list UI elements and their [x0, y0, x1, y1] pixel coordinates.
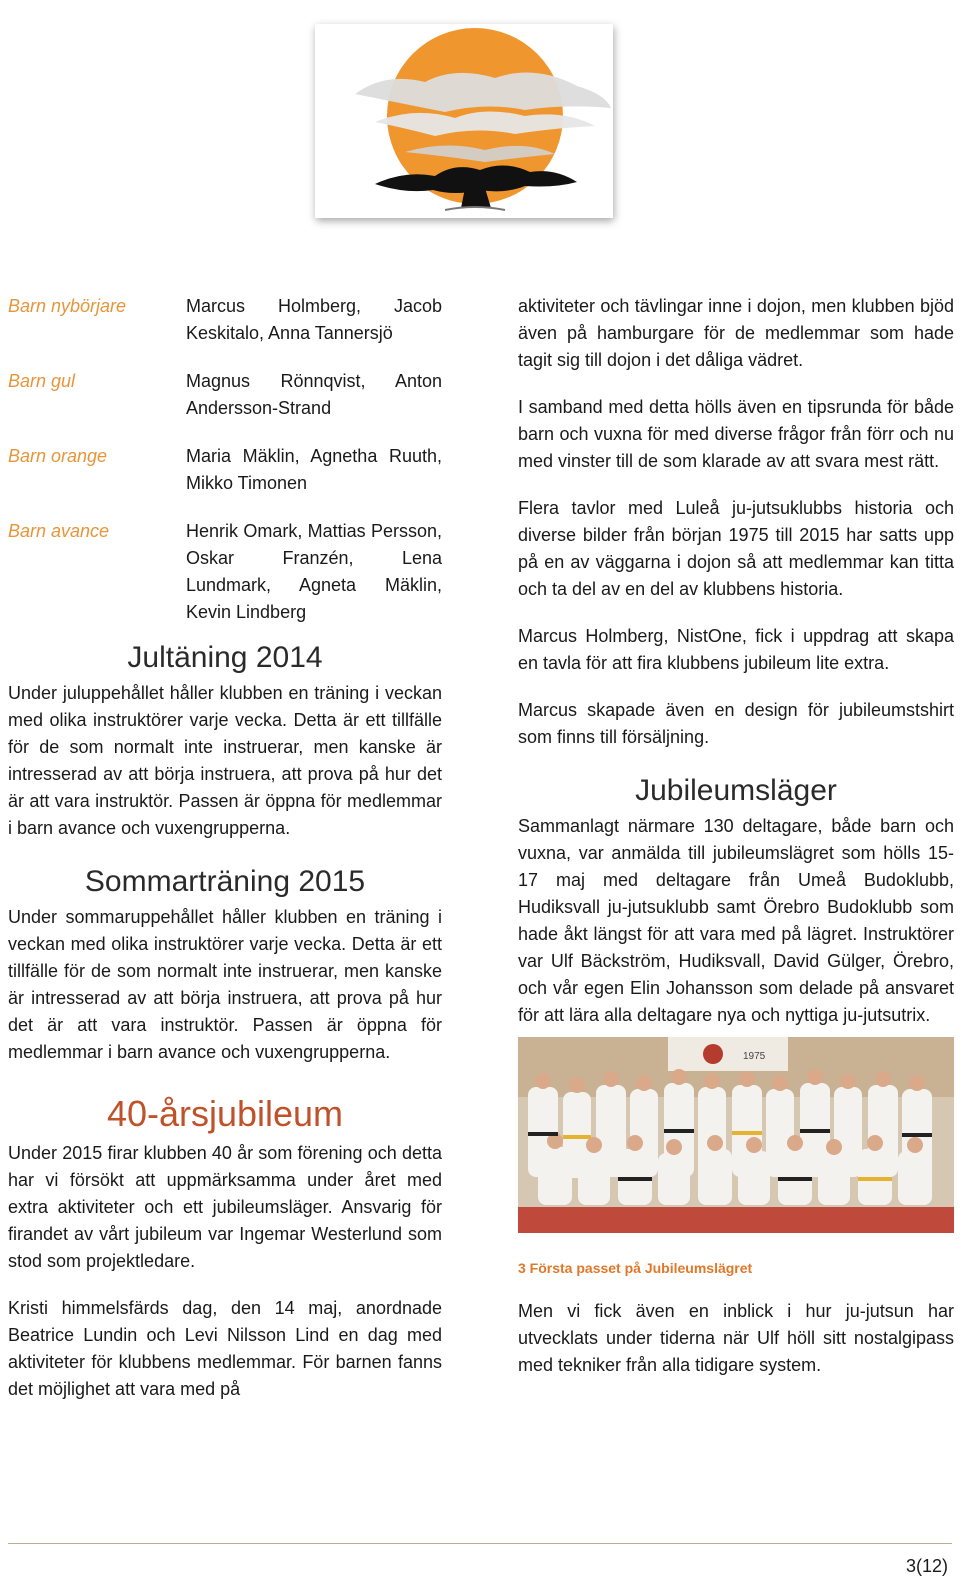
right-paragraph-5: Marcus skapade även en design för jubileumstshirt som finns till försäljning. — [518, 700, 954, 747]
right-paragraph-2: I samband med detta hölls även en tipsrunda för både barn och vuxna för med diverse frågor från förr och nu med vinster till de som klarade av att svara mest rätt. — [518, 397, 954, 471]
grade-row — [8, 293, 442, 347]
section-heading-jubileum: 40-årsjubileum — [106, 1093, 344, 1134]
grade-names: Magnus Rönnqvist, Anton Andersson-Strand — [186, 371, 442, 418]
grade-row — [8, 518, 442, 626]
jubileum-paragraph-2: Kristi himmelsfärds dag, den 14 maj, anordnade Beatrice Lundin och Levi Nilsson Lind en dag med aktiviteter för klubbens medlemmar. För barnen fanns det möjlighet att vara med på — [8, 1298, 442, 1399]
svg-text:1975: 1975 — [743, 1051, 766, 1062]
right-paragraph-3: Flera tavlor med Luleå ju-jutsuklubbs historia och diverse bilder från början 1975 till 2015 har satts upp på en av väggarna i dojon så att medlemmar kan titta och ta del av en del av klubbens historia. — [518, 498, 954, 599]
club-logo — [315, 24, 613, 218]
grade-label: Barn nybörjare — [8, 296, 127, 316]
grade-names: Maria Mäklin, Agnetha Ruuth, Mikko Timonen — [186, 446, 442, 493]
right-column — [518, 293, 954, 1399]
grade-label: Barn gul — [8, 371, 76, 391]
jubileumslager-text: Sammanlagt närmare 130 deltagare, både barn och vuxna, var anmälda till jubileumslägret som hölls 15-17 maj med deltagare från Umeå Budoklubb, Hudiksvall ju-jutsuklubb samt Örebro Budoklubb som hade åkt längst för att vara med på lägret. Instruktörer var Ulf Bäckström, Hudiksvall, David Gülger, Örebro, och vår egen Elin Johansson som delade på ansvaret för att lära alla deltagare nya och nyttiga ju-jutsutrix. — [518, 816, 954, 1025]
group-photo — [518, 1037, 954, 1233]
section-heading-sommartraning: Sommarträning 2015 — [84, 865, 366, 898]
jubileumslager-after-text: Men vi fick även en inblick i hur ju-jutsun har utvecklats under tiderna när Ulf höll sitt nostalgipass med tekniker från alla tidigare system. — [518, 1301, 954, 1375]
grade-label: Barn avance — [8, 521, 110, 541]
right-paragraph-4: Marcus Holmberg, NistOne, fick i uppdrag att skapa en tavla för att fira klubbens jubileum lite extra. — [518, 626, 954, 673]
sommartraning-text: Under sommaruppehållet håller klubben en träning i veckan med olika instruktörer varje vecka. Detta är ett tillfälle för de som normalt inte instruerar, men kanske är intresserad av att börja instruera, att prova på hur det är att vara instruktör. Passen är öppna för medlemmar i barn avance och vuxengrupperna. — [8, 907, 442, 1062]
group-photo-image-icon — [518, 1037, 954, 1233]
left-column — [8, 293, 442, 1423]
section-heading-jubileumslager: Jubileumsläger — [635, 774, 837, 807]
grade-names: Marcus Holmberg, Jacob Keskitalo, Anna Tannersjö — [186, 296, 442, 343]
sun-tree-logo-icon — [315, 24, 613, 218]
grade-label: Barn orange — [8, 446, 108, 466]
jultraning-text: Under juluppehållet håller klubben en träning i veckan med olika instruktörer varje vecka. Detta är ett tillfälle för de som normalt inte instruerar, men kanske är intresserad av att börja instruera, att prova på hur det är att vara instruktör. Passen är öppna för medlemmar i barn avance och vuxengrupperna. — [8, 683, 442, 838]
page-number: 3(12) — [905, 1556, 948, 1576]
photo-caption: 3 Första passet på Jubileumslägret — [518, 1260, 753, 1276]
grade-row — [8, 368, 442, 422]
right-paragraph-1: aktiviteter och tävlingar inne i dojon, men klubben bjöd även på hamburgare för de medlemmar som hade tagit sig till dojon i det dåliga vädret. — [518, 296, 954, 370]
jubileum-paragraph-1: Under 2015 firar klubben 40 år som förening och detta har vi försökt att uppmärksamma under året med extra aktiviteter och ett jubileumsläger. Ansvarig för firandet av vårt jubileum var Ingemar Westerlund som stod som projektledare. — [8, 1143, 442, 1271]
section-heading-jultraning: Jultäning 2014 — [127, 641, 323, 674]
grade-row — [8, 443, 442, 497]
footer-divider — [8, 1543, 952, 1544]
grade-names: Henrik Omark, Mattias Persson, Oskar Franzén, Lena Lundmark, Agneta Mäklin, Kevin Lindberg — [186, 521, 442, 622]
